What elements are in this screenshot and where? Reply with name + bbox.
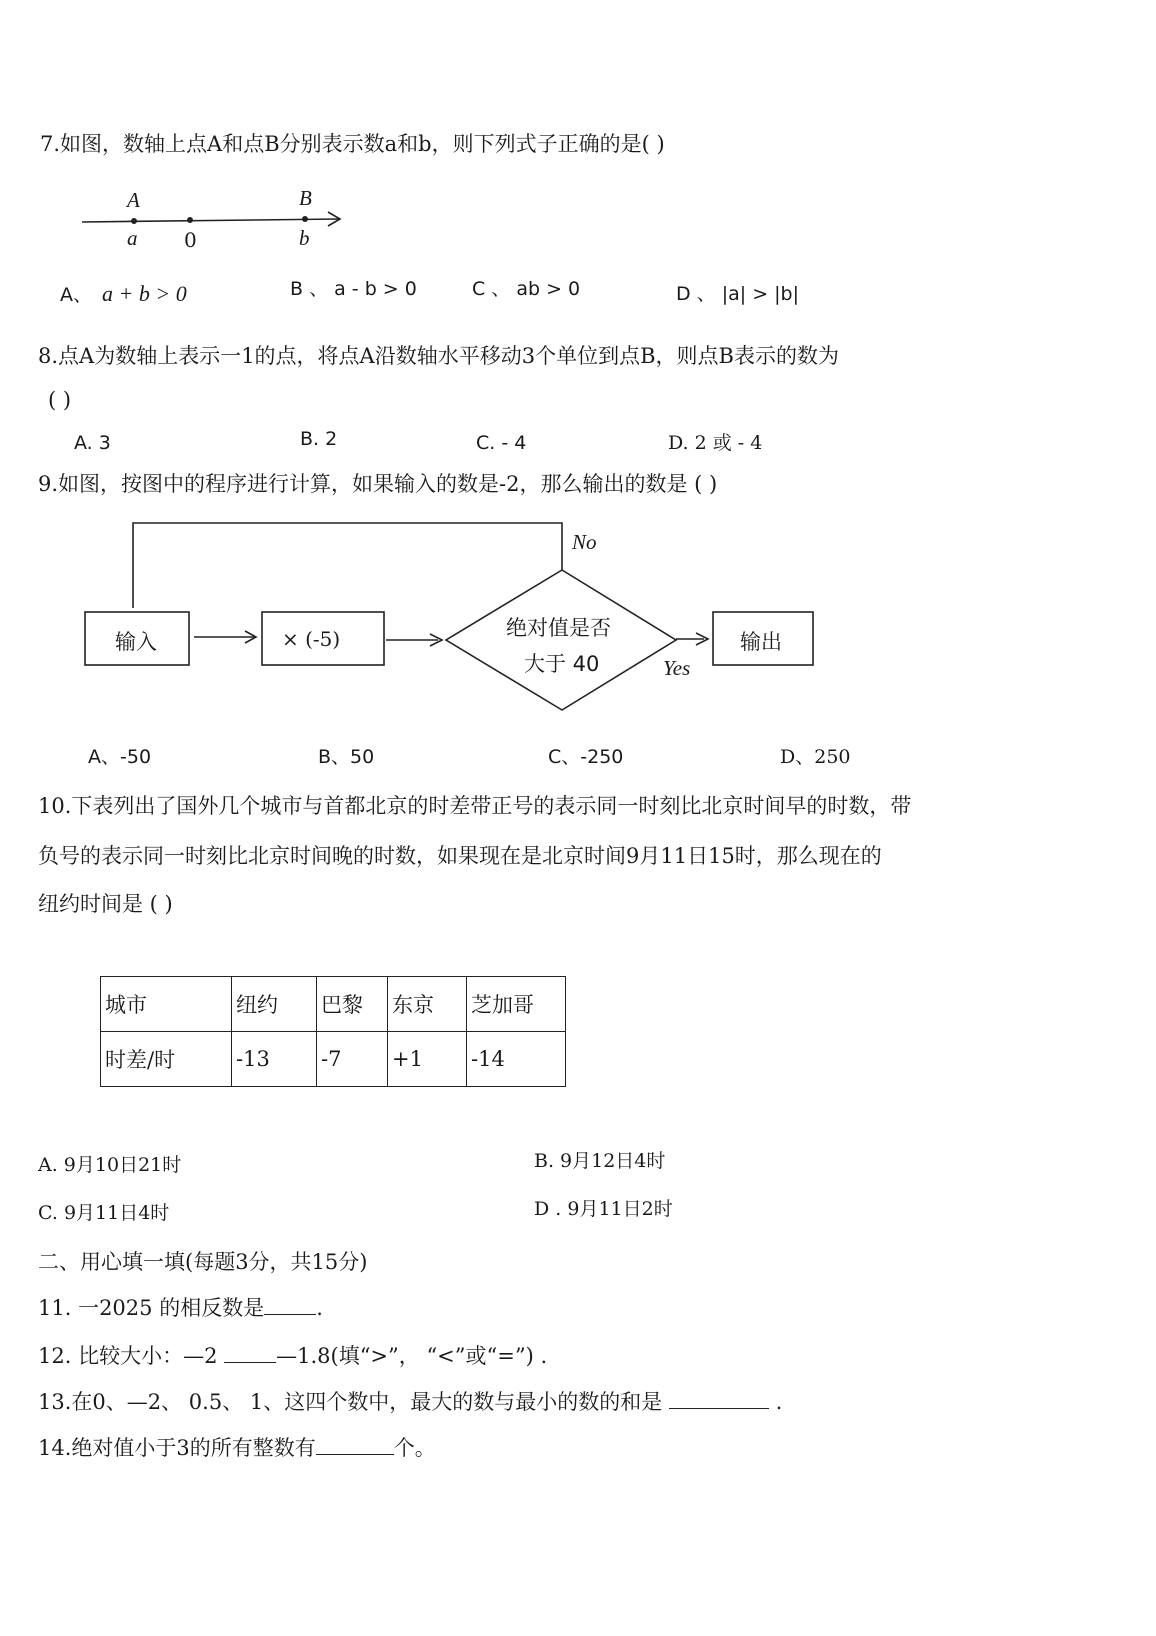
q8-option-b: B. 2 <box>300 428 338 450</box>
point-b-label: B <box>299 186 312 210</box>
q12-blank[interactable] <box>224 1342 276 1363</box>
table-cell: 巴黎 <box>317 977 388 1032</box>
flow-output-label: 输出 <box>740 630 782 654</box>
table-cell: -7 <box>317 1032 388 1087</box>
q10-option-b: B. 9月12日4时 <box>534 1150 666 1172</box>
q11-end: . <box>316 1296 323 1320</box>
q14-text: 14.绝对值小于3的所有整数有 <box>38 1436 316 1460</box>
q9-option-c: C、-250 <box>548 746 624 768</box>
flow-cond-line2: 大于 40 <box>524 652 600 676</box>
q8-option-a: A. 3 <box>74 432 111 454</box>
q7-option-c: C 、 ab > 0 <box>472 278 581 300</box>
q10-option-a: A. 9月10日21时 <box>38 1154 182 1176</box>
table-row <box>101 977 566 1032</box>
q13-blank[interactable] <box>669 1388 769 1409</box>
point-a-dot <box>131 218 137 224</box>
section-heading: 二、用心填一填(每题3分，共15分) <box>38 1250 368 1274</box>
table-cell: 城市 <box>101 977 232 1032</box>
q13-text: 13.在0、—2、 0.5、 1、这四个数中，最大的数与最小的数的和是 <box>38 1390 669 1414</box>
table-cell: 纽约 <box>232 977 317 1032</box>
q9-stem: 9.如图，按图中的程序进行计算，如果输入的数是-2，那么输出的数是 ( ) <box>38 472 718 496</box>
point-a-value: a <box>127 226 138 250</box>
q10-option-c: C. 9月11日4时 <box>38 1202 170 1224</box>
flow-cond-line1: 绝对值是否 <box>506 616 611 640</box>
zero-label: 0 <box>184 228 197 252</box>
table-cell: 东京 <box>388 977 467 1032</box>
q11-text: 11. 一2025 的相反数是 <box>38 1296 265 1320</box>
table-cell: -13 <box>232 1032 317 1087</box>
no-loop-line <box>133 523 562 608</box>
q13 <box>38 1386 782 1416</box>
table-cell: -14 <box>467 1032 566 1087</box>
table-cell: 时差/时 <box>101 1032 232 1087</box>
q10-line2: 负号的表示同一时刻比北京时间晚的时数，如果现在是北京时间9月11日15时，那么现在的 <box>38 844 882 868</box>
q13-end: . <box>768 1390 783 1414</box>
q7-option-a-expr: a + b > 0 <box>102 281 187 306</box>
q11-blank[interactable] <box>264 1294 316 1315</box>
table-cell: 芝加哥 <box>467 977 566 1032</box>
q8-stem: 8.点A为数轴上表示一1的点，将点A沿数轴水平移动3个单位到点B，则点B表示的数为 <box>38 344 839 368</box>
q11 <box>38 1292 323 1322</box>
flow-input-label: 输入 <box>115 630 157 654</box>
q14-blank[interactable] <box>316 1434 394 1455</box>
q7-option-b: B 、 a - b > 0 <box>290 278 417 300</box>
q10-option-d: D . 9月11日2时 <box>534 1198 673 1220</box>
q14 <box>38 1432 436 1462</box>
flowchart <box>85 523 813 710</box>
q10-line1: 10.下表列出了国外几个城市与首都北京的时差带正号的表示同一时刻比北京时间早的时数，带 <box>38 794 912 818</box>
zero-dot <box>187 217 193 223</box>
q8-option-c: C. - 4 <box>476 432 527 454</box>
q12-post: —1.8(填“>”， “<”或“=”) . <box>276 1344 548 1368</box>
point-b-value: b <box>299 226 310 250</box>
q7-option-a-prefix: A、 <box>60 284 92 306</box>
q14-end: 个。 <box>393 1436 436 1460</box>
table-row <box>101 1032 566 1087</box>
q12-pre: 12. 比较大小：—2 <box>38 1344 225 1368</box>
timezone-table <box>100 976 566 1087</box>
q8-paren: ( ) <box>48 388 72 412</box>
point-b-dot <box>302 216 308 222</box>
number-line <box>82 212 340 226</box>
flow-yes-label: Yes <box>663 656 691 680</box>
q8-option-d: D. 2 或 - 4 <box>668 432 763 454</box>
q7-option-d: D 、 |a| > |b| <box>676 283 800 305</box>
q9-option-d: D、250 <box>780 746 851 768</box>
q7-stem: 7.如图，数轴上点A和点B分别表示数a和b，则下列式子正确的是( ) <box>40 132 665 156</box>
q10-line3: 纽约时间是 ( ) <box>38 892 173 916</box>
q9-option-b: B、50 <box>318 746 375 768</box>
table-cell: +1 <box>388 1032 467 1087</box>
q12 <box>38 1340 547 1370</box>
point-a-label: A <box>127 188 140 212</box>
number-line-axis <box>82 219 340 222</box>
q9-option-a: A、-50 <box>88 746 152 768</box>
flow-no-label: No <box>572 530 597 554</box>
flow-op-label: × (-5) <box>282 627 341 651</box>
q7-option-a <box>60 280 187 307</box>
